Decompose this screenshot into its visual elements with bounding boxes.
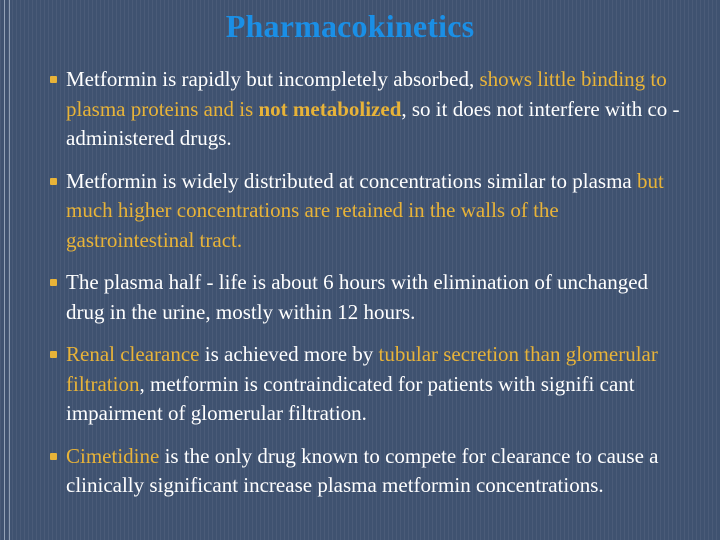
- highlight-bold-segment: not metabolized: [258, 96, 402, 121]
- highlight-segment: shows little binding to plasma proteins and is: [66, 67, 667, 121]
- bullet-item: [50, 167, 690, 256]
- bullet-text: [66, 444, 658, 498]
- square-bullet-icon: [50, 351, 57, 358]
- text-segment: Metformin is rapidly but incompletely absorbed,: [66, 67, 480, 91]
- bullet-item: [50, 65, 690, 154]
- bullet-text: [66, 342, 658, 425]
- bullet-text: [66, 270, 648, 324]
- square-bullet-icon: [50, 76, 57, 83]
- text-segment: is the only drug known to compete for clearance to cause a clinically significant increase plasma metformin concentrations.: [66, 443, 659, 497]
- left-edge-line: [4, 0, 5, 540]
- bullet-text: [66, 67, 680, 150]
- text-segment: is achieved more by: [199, 342, 379, 366]
- bullet-item: [50, 442, 690, 501]
- square-bullet-icon: [50, 279, 57, 286]
- highlight-segment: Cimetidine: [66, 443, 160, 468]
- highlight-segment: but much higher concentrations are retained in the walls of the gastrointestinal tract.: [66, 168, 664, 252]
- text-segment: The plasma half - life is about 6 hours with elimination of unchanged drug in the urine, mostly within 12 hours.: [66, 270, 649, 324]
- text-segment: Metformin is widely distributed at concentrations similar to plasma: [66, 168, 637, 193]
- bullet-item: [50, 268, 690, 327]
- bullet-item: [50, 340, 690, 429]
- square-bullet-icon: [50, 178, 57, 185]
- left-edge-line-inner: [9, 0, 10, 540]
- text-segment: , metformin is contraindicated for patients with signifi cant impairment of glomerular filtration.: [66, 371, 635, 425]
- bullet-list: [50, 65, 690, 501]
- bullet-text: [66, 169, 664, 252]
- highlight-segment: tubular secretion than glomerular filtration: [66, 342, 658, 396]
- highlight-segment: Renal clearance: [66, 342, 200, 366]
- text-segment: , so it does not interfere with co - administered drugs.: [66, 96, 680, 150]
- slide-title: Pharmacokinetics: [225, 8, 475, 44]
- square-bullet-icon: [50, 453, 57, 460]
